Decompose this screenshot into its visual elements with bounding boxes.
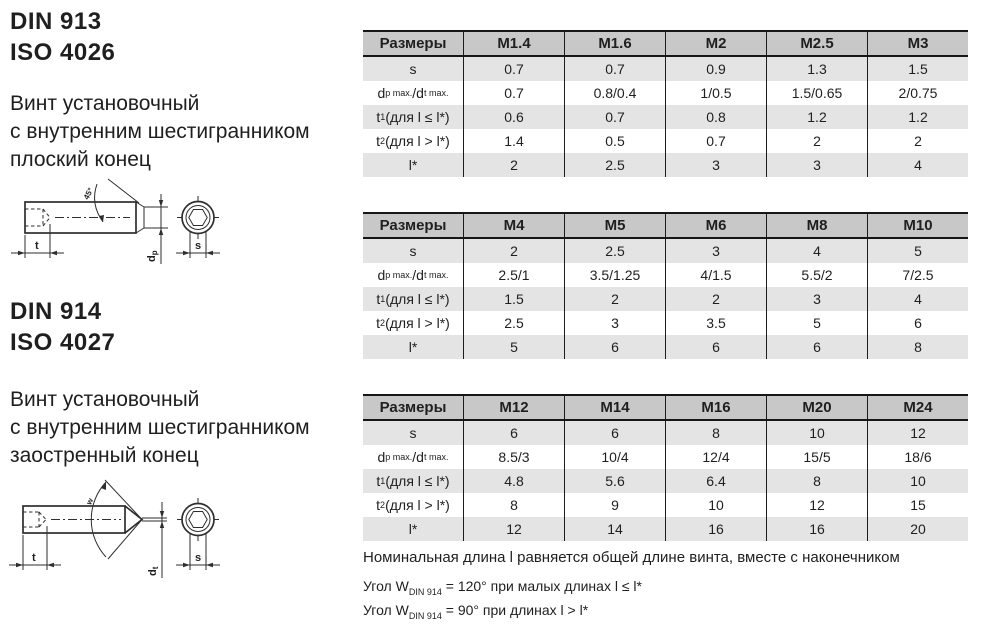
row-label: s <box>409 243 417 259</box>
screw-side-view <box>25 179 144 233</box>
header-dimension-label: Размеры <box>379 35 447 52</box>
cone-angle-label: w <box>84 496 96 507</box>
standard-line: DIN 914 <box>10 298 102 325</box>
value-cell: 10 <box>766 421 867 445</box>
description-din913 <box>10 90 310 174</box>
row-label: d p max. /d t max. <box>377 267 449 283</box>
value-cell: 1.5/0.65 <box>766 81 867 105</box>
value-cell: 3.5/1.25 <box>564 263 665 287</box>
description-line: с внутренним шестигранником <box>10 120 310 143</box>
standard-line: ISO 4027 <box>10 329 116 356</box>
tables-area <box>363 0 968 628</box>
header-size-label: M2.5 <box>766 32 867 55</box>
row-label: d p max. /d t max. <box>377 85 449 101</box>
row-label: t 2 (для l > l*) <box>376 315 450 331</box>
table-row <box>363 287 968 311</box>
value-cell: 6.4 <box>665 469 766 493</box>
value-cell: 2 <box>766 129 867 153</box>
screw-end-view <box>177 196 219 239</box>
description-line: Винт установочный <box>10 388 200 411</box>
tip-diameter-label: dp <box>146 250 159 262</box>
table-row <box>363 153 968 177</box>
row-label: t 2 (для l > l*) <box>376 133 450 149</box>
table-row <box>363 493 968 517</box>
value-cell: 1.2 <box>766 105 867 129</box>
header-size-label: M3 <box>867 32 968 55</box>
chamfer-leader-line <box>108 179 139 203</box>
value-cell: 3.5 <box>665 311 766 335</box>
dimension-table-m4-m10 <box>363 212 968 359</box>
value-cell: 8 <box>463 493 564 517</box>
value-cell: 2 <box>564 287 665 311</box>
value-cell: 0.7 <box>463 81 564 105</box>
value-cell: 5 <box>867 239 968 263</box>
header-size-label: M14 <box>564 396 665 419</box>
dimension-tip-diameter <box>144 194 168 264</box>
value-cell: 2.5 <box>564 153 665 177</box>
value-cell: 2.5 <box>463 311 564 335</box>
value-cell: 8 <box>665 421 766 445</box>
row-label: l* <box>408 339 418 355</box>
table-row <box>363 239 968 263</box>
description-line: Винт установочный <box>10 92 200 115</box>
value-cell: 1.5 <box>463 287 564 311</box>
header-size-label: M1.6 <box>564 32 665 55</box>
hex-socket-hidden-lines <box>23 512 46 527</box>
standard-line: DIN 913 <box>10 8 102 35</box>
table-header-row <box>363 212 968 239</box>
value-cell: 2.5/1 <box>463 263 564 287</box>
value-cell: 12 <box>766 493 867 517</box>
table-row <box>363 81 968 105</box>
value-cell: 2.5 <box>564 239 665 263</box>
value-cell: 0.7 <box>665 129 766 153</box>
value-cell: 10 <box>665 493 766 517</box>
row-label: s <box>409 425 417 441</box>
header-size-label: M16 <box>665 396 766 419</box>
table-header-row <box>363 30 968 57</box>
angle-note-120: Угол $W_{DIN 914} = 120^\circ$ при малых длинах l ≤ l* <box>363 578 642 597</box>
value-cell: 3 <box>665 239 766 263</box>
dimension-tip-diameter <box>147 502 164 578</box>
standard-heading-din913 <box>10 6 115 68</box>
description-line: заостренный конец <box>10 444 199 467</box>
header-size-label: M5 <box>564 214 665 237</box>
row-label: s <box>409 61 417 77</box>
value-cell: 4 <box>867 287 968 311</box>
value-cell: 14 <box>564 517 665 541</box>
value-cell: 4/1.5 <box>665 263 766 287</box>
hex-socket-hidden-lines <box>25 209 50 226</box>
cone-angle-arc <box>91 482 106 557</box>
value-cell: 0.8 <box>665 105 766 129</box>
nominal-length-note: Номинальная длина l равняется общей длине винта, вместе с наконечником <box>363 549 900 566</box>
screw-end-view <box>177 498 219 541</box>
value-cell: 12/4 <box>665 445 766 469</box>
value-cell: 12 <box>463 517 564 541</box>
din914-cone-point-drawing <box>5 468 240 626</box>
hex-socket-outline <box>189 210 207 226</box>
value-cell: 0.7 <box>463 57 564 81</box>
standard-line: ISO 4026 <box>10 39 116 66</box>
table-row <box>363 469 968 493</box>
table-row <box>363 129 968 153</box>
table-row <box>363 105 968 129</box>
dimension-table-m12-m24 <box>363 394 968 541</box>
end-view-centerline-ticks <box>177 196 219 239</box>
value-cell: 6 <box>867 311 968 335</box>
value-cell: 0.6 <box>463 105 564 129</box>
din913-flat-point-drawing <box>5 176 240 288</box>
value-cell: 1.4 <box>463 129 564 153</box>
value-cell: 18/6 <box>867 445 968 469</box>
value-cell: 2 <box>867 129 968 153</box>
socket-depth-label: t <box>35 240 39 252</box>
standard-heading-din914 <box>10 296 115 358</box>
value-cell: 15 <box>867 493 968 517</box>
value-cell: 4 <box>766 239 867 263</box>
row-label: t 1 (для l ≤ l*) <box>376 109 450 125</box>
value-cell: 7/2.5 <box>867 263 968 287</box>
description-line: с внутренним шестигранником <box>10 416 310 439</box>
value-cell: 5.5/2 <box>766 263 867 287</box>
row-label: l* <box>408 521 418 537</box>
value-cell: 8.5/3 <box>463 445 564 469</box>
tip-diameter-label: dt <box>147 566 160 576</box>
header-dimension-label: Размеры <box>379 399 447 416</box>
table-row <box>363 517 968 541</box>
table-row <box>363 421 968 445</box>
chamfer-angle-label: 45° <box>81 186 96 202</box>
row-label: d p max. /d t max. <box>377 449 449 465</box>
dimension-table-m1_4-m3 <box>363 30 968 177</box>
header-size-label: M2 <box>665 32 766 55</box>
value-cell: 1.3 <box>766 57 867 81</box>
value-cell: 0.7 <box>564 57 665 81</box>
value-cell: 15/5 <box>766 445 867 469</box>
value-cell: 20 <box>867 517 968 541</box>
value-cell: 4.8 <box>463 469 564 493</box>
value-cell: 2 <box>665 287 766 311</box>
row-label: t 1 (для l ≤ l*) <box>376 473 450 489</box>
hex-size-label: s <box>195 240 202 252</box>
value-cell: 3 <box>564 311 665 335</box>
header-size-label: M6 <box>665 214 766 237</box>
value-cell: 10/4 <box>564 445 665 469</box>
hex-size-label: s <box>195 552 202 564</box>
header-dimension-label: Размеры <box>379 217 447 234</box>
value-cell: 6 <box>564 421 665 445</box>
value-cell: 10 <box>867 469 968 493</box>
socket-depth-label: t <box>32 552 36 564</box>
header-size-label: M20 <box>766 396 867 419</box>
table-row <box>363 335 968 359</box>
header-size-label: M12 <box>463 396 564 419</box>
value-cell: 2 <box>463 239 564 263</box>
header-size-label: M4 <box>463 214 564 237</box>
angle-note-90: Угол $W_{DIN 914} = 90^\circ$ при длинах l > l* <box>363 602 589 621</box>
value-cell: 1.2 <box>867 105 968 129</box>
value-cell: 6 <box>665 335 766 359</box>
description-din914 <box>10 386 310 470</box>
value-cell: 0.9 <box>665 57 766 81</box>
value-cell: 6 <box>564 335 665 359</box>
table-row <box>363 263 968 287</box>
value-cell: 0.8/0.4 <box>564 81 665 105</box>
value-cell: 16 <box>665 517 766 541</box>
value-cell: 8 <box>766 469 867 493</box>
value-cell: 0.5 <box>564 129 665 153</box>
row-label: l* <box>408 157 418 173</box>
dimension-socket-depth <box>11 224 64 258</box>
value-cell: 9 <box>564 493 665 517</box>
value-cell: 3 <box>665 153 766 177</box>
header-size-label: M24 <box>867 396 968 419</box>
value-cell: 16 <box>766 517 867 541</box>
row-label: t 1 (для l ≤ l*) <box>376 291 450 307</box>
hex-socket-outline <box>189 512 207 528</box>
value-cell: 6 <box>766 335 867 359</box>
value-cell: 12 <box>867 421 968 445</box>
value-cell: 2/0.75 <box>867 81 968 105</box>
value-cell: 0.7 <box>564 105 665 129</box>
value-cell: 1.5 <box>867 57 968 81</box>
row-label: t 2 (для l > l*) <box>376 497 450 513</box>
value-cell: 5.6 <box>564 469 665 493</box>
value-cell: 1/0.5 <box>665 81 766 105</box>
end-view-centerline-ticks <box>177 498 219 541</box>
table-header-row <box>363 394 968 421</box>
header-size-label: M1.4 <box>463 32 564 55</box>
value-cell: 6 <box>463 421 564 445</box>
value-cell: 3 <box>766 153 867 177</box>
value-cell: 8 <box>867 335 968 359</box>
table-row <box>363 445 968 469</box>
screw-side-view <box>23 480 167 559</box>
header-size-label: M8 <box>766 214 867 237</box>
description-line: плоский конец <box>10 148 151 171</box>
table-row <box>363 311 968 335</box>
value-cell: 5 <box>766 311 867 335</box>
value-cell: 5 <box>463 335 564 359</box>
value-cell: 4 <box>867 153 968 177</box>
table-row <box>363 57 968 81</box>
header-size-label: M10 <box>867 214 968 237</box>
value-cell: 2 <box>463 153 564 177</box>
value-cell: 3 <box>766 287 867 311</box>
